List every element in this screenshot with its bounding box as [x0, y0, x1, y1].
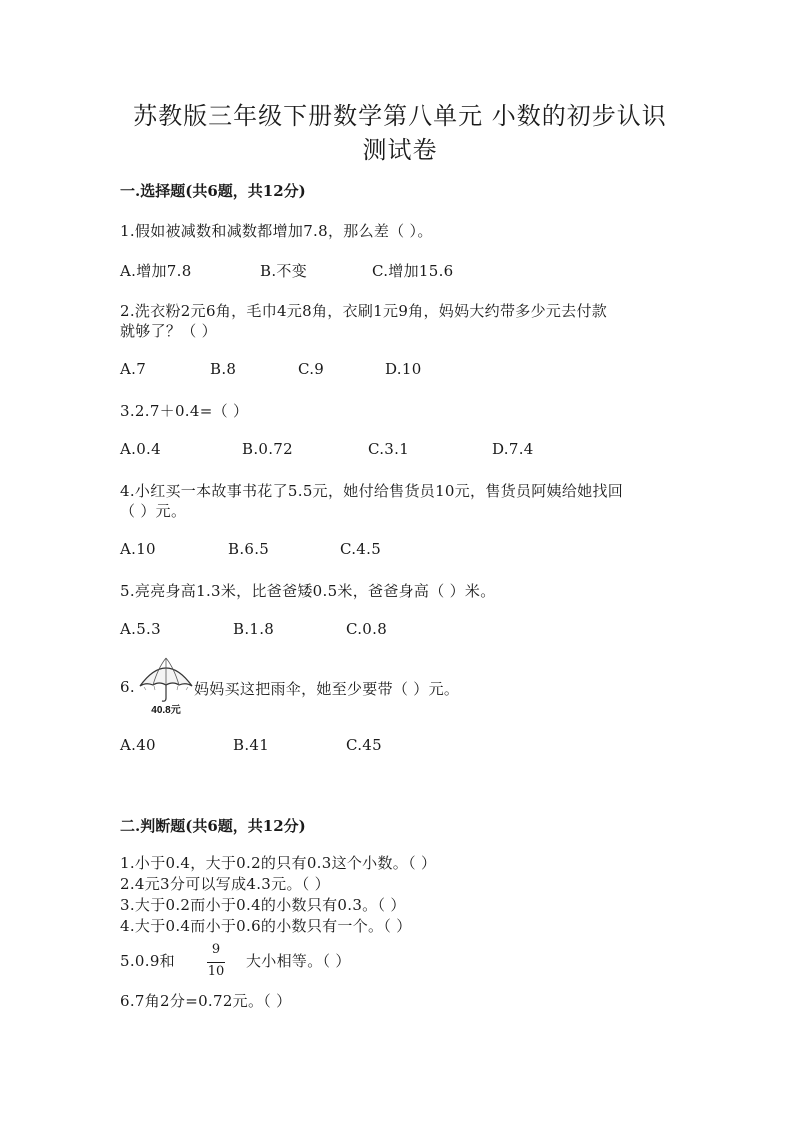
umbrella-image [136, 654, 196, 716]
q4-option-b: B.6.5 [228, 540, 270, 558]
section-heading-judgment: 二.判断题(共6题，共12分) [120, 817, 306, 835]
question-2-line2: 就够了？（ ） [120, 322, 217, 340]
judgment-item-6: 6.7角2分=0.72元。（ ） [120, 992, 292, 1010]
q3-option-a: A.0.4 [120, 440, 161, 458]
fraction-numerator: 9 [211, 942, 221, 957]
judgment-item-4: 4.大于0.4而小于0.6的小数只有一个。（ ） [120, 917, 412, 935]
q2-option-d: D.10 [385, 360, 422, 378]
q4-option-a: A.10 [120, 540, 156, 558]
q5-option-c: C.0.8 [346, 620, 388, 638]
question-4-line1: 4.小红买一本故事书花了5.5元，她付给售货员10元，售货员阿姨给她找回 [120, 482, 624, 500]
judgment-item-1: 1.小于0.4，大于0.2的只有0.3这个小数。（ ） [120, 854, 437, 872]
q1-option-a: A.增加7.8 [120, 262, 192, 280]
section-heading-choice: 一.选择题(共6题，共12分) [120, 182, 306, 200]
q3-option-b: B.0.72 [242, 440, 293, 458]
fraction-nine-tenths [204, 942, 228, 982]
judgment-item-5-prefix: 5.0.9和 [120, 952, 175, 970]
fraction-bar [207, 962, 225, 963]
q1-option-c: C.增加15.6 [372, 262, 454, 280]
q6-option-c: C.45 [346, 736, 382, 754]
q5-option-b: B.1.8 [233, 620, 275, 638]
question-5: 5.亮亮身高1.3米，比爸爸矮0.5米，爸爸身高（ ）米。 [120, 582, 496, 600]
q5-option-a: A.5.3 [120, 620, 161, 638]
page-title-line2: 测试卷 [362, 136, 438, 164]
q6-option-b: B.41 [233, 736, 270, 754]
umbrella-icon [136, 654, 196, 716]
q2-option-a: A.7 [120, 360, 147, 378]
question-4-line2: （ ）元。 [120, 502, 187, 520]
judgment-item-2: 2.4元3分可以写成4.3元。（ ） [120, 875, 330, 893]
page-title-line1: 苏教版三年级下册数学第八单元 小数的初步认识 [133, 102, 667, 130]
q3-option-d: D.7.4 [492, 440, 534, 458]
fraction-denominator: 10 [207, 964, 225, 979]
question-6-text: 妈妈买这把雨伞，她至少要带（ ）元。 [194, 680, 460, 698]
judgment-item-5-suffix: 大小相等。（ ） [246, 952, 351, 970]
judgment-item-3: 3.大于0.2而小于0.4的小数只有0.3。（ ） [120, 896, 406, 914]
question-2-line1: 2.洗衣粉2元6角，毛巾4元8角，衣刷1元9角，妈妈大约带多少元去付款 [120, 302, 608, 320]
umbrella-price-label: 40.8元 [151, 705, 181, 716]
question-1: 1.假如被减数和减数都增加7.8，那么差（ ）。 [120, 222, 433, 240]
q6-option-a: A.40 [120, 736, 156, 754]
question-3: 3.2.7＋0.4=（ ） [120, 402, 249, 420]
q4-option-c: C.4.5 [340, 540, 382, 558]
q3-option-c: C.3.1 [368, 440, 410, 458]
q2-option-c: C.9 [298, 360, 325, 378]
q1-option-b: B.不变 [260, 262, 307, 280]
question-6-number: 6. [120, 678, 135, 696]
q2-option-b: B.8 [210, 360, 237, 378]
